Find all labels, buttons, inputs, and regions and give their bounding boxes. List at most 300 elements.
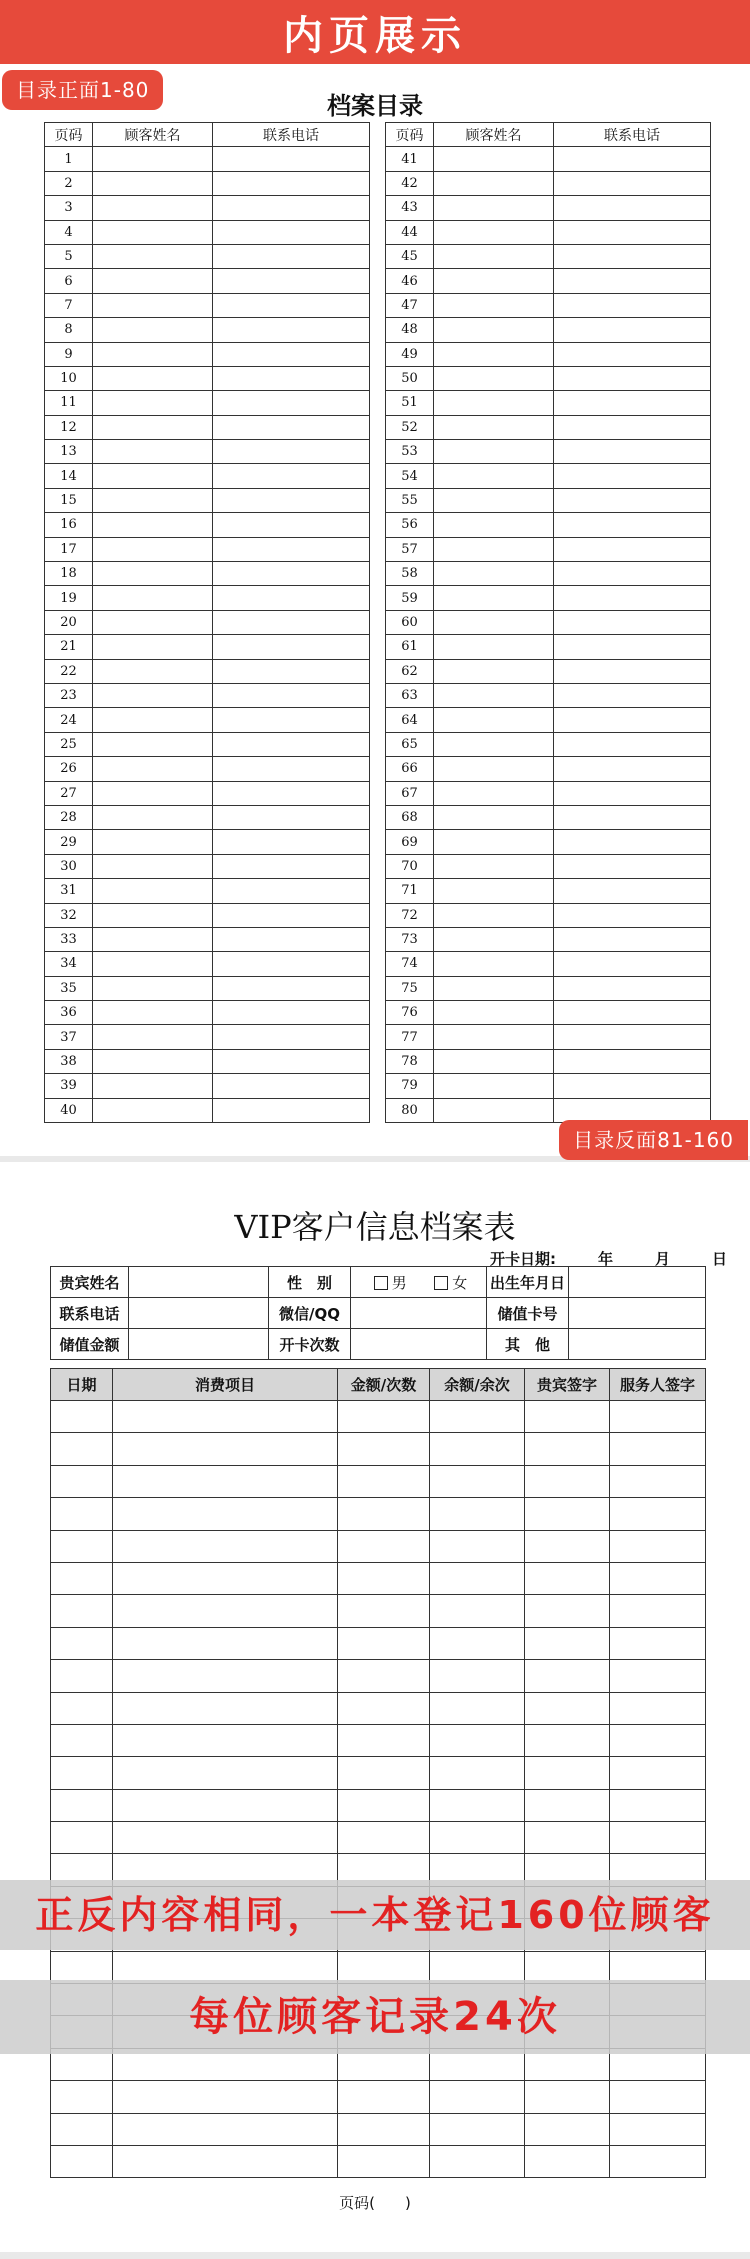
row-phone-cell[interactable] [213, 927, 370, 951]
log-cell[interactable] [525, 1951, 610, 1983]
log-cell[interactable] [610, 1757, 706, 1789]
log-cell[interactable] [525, 1660, 610, 1692]
log-cell[interactable] [525, 2145, 610, 2177]
page-number: 页码( ) [339, 2194, 411, 2212]
log-cell[interactable] [610, 1401, 706, 1433]
log-cell[interactable] [430, 1498, 525, 1530]
log-cell[interactable] [51, 1401, 113, 1433]
row-phone-cell[interactable] [213, 879, 370, 903]
row-phone-cell[interactable] [213, 683, 370, 707]
row-page-number: 5 [45, 244, 93, 268]
row-name-cell[interactable] [434, 976, 554, 1000]
row-phone-cell[interactable] [213, 318, 370, 342]
row-name-cell[interactable] [93, 269, 213, 293]
row-name-cell[interactable] [434, 513, 554, 537]
row-name-cell[interactable] [93, 171, 213, 195]
log-cell[interactable] [51, 1660, 113, 1692]
field-wechat-qq[interactable] [351, 1298, 487, 1329]
row-phone-cell[interactable] [554, 318, 711, 342]
log-cell[interactable] [113, 1789, 338, 1821]
log-cell[interactable] [525, 1401, 610, 1433]
row-phone-cell[interactable] [554, 757, 711, 781]
row-name-cell[interactable] [434, 488, 554, 512]
log-cell[interactable] [338, 1724, 430, 1756]
table-row [45, 391, 370, 415]
log-cell[interactable] [610, 1465, 706, 1497]
row-phone-cell[interactable] [213, 562, 370, 586]
row-name-cell[interactable] [93, 537, 213, 561]
row-name-cell[interactable] [434, 220, 554, 244]
log-cell[interactable] [430, 1465, 525, 1497]
log-cell[interactable] [525, 1822, 610, 1854]
row-name-cell[interactable] [93, 415, 213, 439]
row-name-cell[interactable] [434, 171, 554, 195]
log-cell[interactable] [610, 1789, 706, 1821]
row-phone-cell[interactable] [554, 830, 711, 854]
row-phone-cell[interactable] [554, 171, 711, 195]
row-phone-cell[interactable] [554, 1074, 711, 1098]
log-cell[interactable] [430, 1692, 525, 1724]
row-phone-cell[interactable] [554, 488, 711, 512]
row-name-cell[interactable] [93, 244, 213, 268]
row-phone-cell[interactable] [554, 1001, 711, 1025]
row-phone-cell[interactable] [213, 854, 370, 878]
log-cell[interactable] [338, 1627, 430, 1659]
table-row [386, 830, 711, 854]
row-phone-cell[interactable] [213, 366, 370, 390]
row-phone-cell[interactable] [213, 1074, 370, 1098]
row-name-cell[interactable] [434, 440, 554, 464]
log-cell[interactable] [610, 1433, 706, 1465]
log-cell[interactable] [51, 1530, 113, 1562]
log-cell[interactable] [610, 1660, 706, 1692]
log-cell[interactable] [338, 1822, 430, 1854]
log-cell[interactable] [430, 1530, 525, 1562]
row-phone-cell[interactable] [213, 488, 370, 512]
row-phone-cell[interactable] [213, 220, 370, 244]
row-phone-cell[interactable] [554, 610, 711, 634]
row-name-cell[interactable] [434, 147, 554, 171]
log-cell[interactable] [51, 2145, 113, 2177]
row-phone-cell[interactable] [213, 440, 370, 464]
row-page-number: 3 [45, 196, 93, 220]
log-cell[interactable] [525, 1789, 610, 1821]
row-name-cell[interactable] [93, 220, 213, 244]
log-cell[interactable] [525, 2081, 610, 2113]
row-phone-cell[interactable] [213, 171, 370, 195]
row-name-cell[interactable] [93, 440, 213, 464]
row-name-cell[interactable] [434, 683, 554, 707]
log-cell[interactable] [525, 1562, 610, 1594]
row-name-cell[interactable] [434, 1074, 554, 1098]
log-cell[interactable] [338, 1465, 430, 1497]
row-name-cell[interactable] [434, 342, 554, 366]
row-name-cell[interactable] [93, 147, 213, 171]
log-cell[interactable] [430, 2081, 525, 2113]
row-name-cell[interactable] [93, 342, 213, 366]
log-cell[interactable] [525, 2113, 610, 2145]
row-phone-cell[interactable] [213, 342, 370, 366]
log-cell[interactable] [51, 1595, 113, 1627]
log-cell[interactable] [338, 1530, 430, 1562]
log-cell[interactable] [338, 1401, 430, 1433]
row-page-number: 42 [386, 171, 434, 195]
row-name-cell[interactable] [93, 952, 213, 976]
row-phone-cell[interactable] [554, 196, 711, 220]
row-name-cell[interactable] [93, 196, 213, 220]
field-birth-date[interactable] [569, 1267, 706, 1298]
row-name-cell[interactable] [93, 1049, 213, 1073]
row-page-number: 1 [45, 147, 93, 171]
row-name-cell[interactable] [93, 683, 213, 707]
row-phone-cell[interactable] [554, 708, 711, 732]
row-phone-cell[interactable] [554, 1098, 711, 1122]
log-cell[interactable] [610, 1627, 706, 1659]
open-date-label: 开卡日期: [490, 1250, 556, 1268]
log-cell[interactable] [525, 1433, 610, 1465]
row-phone-cell[interactable] [554, 269, 711, 293]
log-cell[interactable] [51, 1692, 113, 1724]
log-cell[interactable] [525, 1757, 610, 1789]
log-cell[interactable] [113, 2145, 338, 2177]
row-phone-cell[interactable] [213, 464, 370, 488]
row-phone-cell[interactable] [554, 683, 711, 707]
row-phone-cell[interactable] [213, 1049, 370, 1073]
row-phone-cell[interactable] [554, 537, 711, 561]
row-name-cell[interactable] [93, 1098, 213, 1122]
row-phone-cell[interactable] [554, 927, 711, 951]
row-name-cell[interactable] [93, 293, 213, 317]
row-phone-cell[interactable] [554, 635, 711, 659]
row-phone-cell[interactable] [554, 513, 711, 537]
page-banner: 内页展示 [0, 0, 750, 64]
row-phone-cell[interactable] [554, 415, 711, 439]
row-name-cell[interactable] [93, 562, 213, 586]
log-cell[interactable] [338, 1498, 430, 1530]
row-phone-cell[interactable] [213, 781, 370, 805]
log-cell[interactable] [51, 1498, 113, 1530]
row-phone-cell[interactable] [213, 903, 370, 927]
row-phone-cell[interactable] [554, 293, 711, 317]
log-cell[interactable] [610, 1530, 706, 1562]
log-cell[interactable] [430, 1660, 525, 1692]
row-name-cell[interactable] [434, 1001, 554, 1025]
field-guest-name[interactable] [129, 1267, 269, 1298]
log-cell[interactable] [430, 1757, 525, 1789]
row-phone-cell[interactable] [213, 537, 370, 561]
row-name-cell[interactable] [434, 781, 554, 805]
row-name-cell[interactable] [434, 659, 554, 683]
row-name-cell[interactable] [93, 830, 213, 854]
row-name-cell[interactable] [434, 1025, 554, 1049]
log-cell[interactable] [430, 1562, 525, 1594]
log-cell[interactable] [338, 1692, 430, 1724]
row-name-cell[interactable] [93, 1074, 213, 1098]
row-name-cell[interactable] [93, 879, 213, 903]
row-name-cell[interactable] [434, 708, 554, 732]
field-phone[interactable] [129, 1298, 269, 1329]
log-cell[interactable] [338, 1951, 430, 1983]
row-phone-cell[interactable] [554, 366, 711, 390]
log-cell[interactable] [338, 1789, 430, 1821]
row-phone-cell[interactable] [554, 659, 711, 683]
row-phone-cell[interactable] [213, 635, 370, 659]
log-cell[interactable] [430, 1433, 525, 1465]
log-cell[interactable] [113, 1627, 338, 1659]
row-name-cell[interactable] [93, 659, 213, 683]
log-cell[interactable] [51, 1562, 113, 1594]
log-cell[interactable] [430, 1595, 525, 1627]
log-cell[interactable] [113, 2113, 338, 2145]
row-name-cell[interactable] [93, 464, 213, 488]
field-gender[interactable] [351, 1267, 487, 1298]
row-phone-cell[interactable] [213, 196, 370, 220]
row-phone-cell[interactable] [213, 708, 370, 732]
row-phone-cell[interactable] [213, 659, 370, 683]
log-cell[interactable] [51, 1627, 113, 1659]
log-cell[interactable] [430, 2113, 525, 2145]
row-name-cell[interactable] [434, 903, 554, 927]
log-cell[interactable] [338, 1660, 430, 1692]
log-cell[interactable] [113, 1822, 338, 1854]
row-name-cell[interactable] [93, 610, 213, 634]
row-name-cell[interactable] [434, 293, 554, 317]
row-name-cell[interactable] [434, 927, 554, 951]
row-name-cell[interactable] [93, 366, 213, 390]
log-cell[interactable] [610, 1595, 706, 1627]
row-name-cell[interactable] [434, 366, 554, 390]
log-cell[interactable] [338, 1433, 430, 1465]
header-page: 页码 [386, 123, 434, 147]
row-name-cell[interactable] [93, 318, 213, 342]
row-name-cell[interactable] [93, 586, 213, 610]
log-cell[interactable] [338, 1757, 430, 1789]
table-row [386, 781, 711, 805]
row-phone-cell[interactable] [213, 1001, 370, 1025]
row-name-cell[interactable] [93, 513, 213, 537]
log-cell[interactable] [113, 1530, 338, 1562]
log-cell[interactable] [610, 1562, 706, 1594]
table-row [45, 366, 370, 390]
row-phone-cell[interactable] [554, 976, 711, 1000]
row-name-cell[interactable] [93, 805, 213, 829]
row-phone-cell[interactable] [213, 732, 370, 756]
row-page-number: 60 [386, 610, 434, 634]
row-phone-cell[interactable] [554, 391, 711, 415]
row-name-cell[interactable] [93, 1025, 213, 1049]
field-stored-amount[interactable] [129, 1329, 269, 1360]
row-phone-cell[interactable] [554, 854, 711, 878]
log-cell[interactable] [525, 1595, 610, 1627]
log-cell[interactable] [430, 1789, 525, 1821]
row-name-cell[interactable] [434, 244, 554, 268]
row-phone-cell[interactable] [213, 391, 370, 415]
row-phone-cell[interactable] [213, 976, 370, 1000]
row-name-cell[interactable] [434, 635, 554, 659]
row-name-cell[interactable] [434, 879, 554, 903]
female-checkbox[interactable] [434, 1276, 448, 1290]
row-name-cell[interactable] [93, 781, 213, 805]
log-cell[interactable] [51, 1757, 113, 1789]
row-name-cell[interactable] [93, 635, 213, 659]
log-cell[interactable] [430, 1822, 525, 1854]
log-cell[interactable] [113, 1595, 338, 1627]
row-name-cell[interactable] [434, 318, 554, 342]
log-cell[interactable] [525, 1724, 610, 1756]
row-phone-cell[interactable] [213, 952, 370, 976]
row-name-cell[interactable] [93, 1001, 213, 1025]
row-name-cell[interactable] [434, 196, 554, 220]
row-name-cell[interactable] [93, 708, 213, 732]
row-phone-cell[interactable] [554, 586, 711, 610]
row-phone-cell[interactable] [554, 440, 711, 464]
log-cell[interactable] [430, 1951, 525, 1983]
row-phone-cell[interactable] [213, 244, 370, 268]
row-phone-cell[interactable] [213, 1098, 370, 1122]
log-cell[interactable] [430, 1401, 525, 1433]
log-cell[interactable] [610, 1692, 706, 1724]
log-cell[interactable] [51, 1465, 113, 1497]
row-name-cell[interactable] [434, 1098, 554, 1122]
log-cell[interactable] [338, 1562, 430, 1594]
row-name-cell[interactable] [434, 610, 554, 634]
row-phone-cell[interactable] [554, 464, 711, 488]
row-name-cell[interactable] [93, 903, 213, 927]
log-cell[interactable] [430, 1627, 525, 1659]
row-page-number: 18 [45, 562, 93, 586]
log-cell[interactable] [113, 1498, 338, 1530]
row-name-cell[interactable] [93, 976, 213, 1000]
log-cell[interactable] [113, 1401, 338, 1433]
log-cell[interactable] [430, 1724, 525, 1756]
log-cell[interactable] [113, 1562, 338, 1594]
row-name-cell[interactable] [434, 562, 554, 586]
row-name-cell[interactable] [93, 757, 213, 781]
row-name-cell[interactable] [434, 537, 554, 561]
row-name-cell[interactable] [434, 415, 554, 439]
row-phone-cell[interactable] [554, 342, 711, 366]
row-name-cell[interactable] [434, 391, 554, 415]
field-other[interactable] [569, 1329, 706, 1360]
log-cell[interactable] [610, 1724, 706, 1756]
log-row [51, 1660, 706, 1692]
log-row [51, 1951, 706, 1983]
row-phone-cell[interactable] [554, 220, 711, 244]
row-phone-cell[interactable] [213, 269, 370, 293]
row-name-cell[interactable] [434, 757, 554, 781]
log-cell[interactable] [338, 2113, 430, 2145]
log-cell[interactable] [525, 1627, 610, 1659]
row-name-cell[interactable] [434, 732, 554, 756]
log-cell[interactable] [51, 1951, 113, 1983]
label-other: 其 他 [487, 1329, 569, 1360]
row-name-cell[interactable] [434, 854, 554, 878]
row-phone-cell[interactable] [213, 415, 370, 439]
row-phone-cell[interactable] [554, 1049, 711, 1073]
log-cell[interactable] [525, 1465, 610, 1497]
row-name-cell[interactable] [93, 391, 213, 415]
log-cell[interactable] [51, 1433, 113, 1465]
row-phone-cell[interactable] [554, 562, 711, 586]
log-cell[interactable] [113, 2081, 338, 2113]
row-name-cell[interactable] [434, 464, 554, 488]
log-cell[interactable] [51, 1789, 113, 1821]
row-phone-cell[interactable] [213, 293, 370, 317]
row-phone-cell[interactable] [554, 781, 711, 805]
log-cell[interactable] [610, 1822, 706, 1854]
row-page-number: 12 [45, 415, 93, 439]
log-cell[interactable] [51, 2113, 113, 2145]
log-cell[interactable] [51, 1822, 113, 1854]
log-cell[interactable] [338, 1595, 430, 1627]
row-phone-cell[interactable] [554, 147, 711, 171]
row-name-cell[interactable] [434, 1049, 554, 1073]
log-cell[interactable] [113, 1692, 338, 1724]
log-cell[interactable] [610, 2081, 706, 2113]
row-name-cell[interactable] [93, 927, 213, 951]
row-phone-cell[interactable] [213, 805, 370, 829]
log-cell[interactable] [430, 2145, 525, 2177]
log-cell[interactable] [113, 1465, 338, 1497]
row-phone-cell[interactable] [213, 757, 370, 781]
row-phone-cell[interactable] [213, 830, 370, 854]
field-card-count[interactable] [351, 1329, 487, 1360]
row-phone-cell[interactable] [213, 147, 370, 171]
row-phone-cell[interactable] [554, 732, 711, 756]
row-name-cell[interactable] [434, 952, 554, 976]
log-row [51, 1757, 706, 1789]
row-name-cell[interactable] [93, 854, 213, 878]
row-name-cell[interactable] [93, 732, 213, 756]
row-phone-cell[interactable] [554, 879, 711, 903]
log-cell[interactable] [113, 1757, 338, 1789]
field-stored-card[interactable] [569, 1298, 706, 1329]
log-cell[interactable] [113, 1951, 338, 1983]
log-row [51, 1822, 706, 1854]
log-cell[interactable] [51, 2081, 113, 2113]
log-cell[interactable] [610, 2145, 706, 2177]
row-page-number: 17 [45, 537, 93, 561]
row-phone-cell[interactable] [554, 952, 711, 976]
row-phone-cell[interactable] [554, 903, 711, 927]
log-cell[interactable] [525, 1498, 610, 1530]
row-phone-cell[interactable] [213, 1025, 370, 1049]
log-cell[interactable] [113, 1660, 338, 1692]
log-cell[interactable] [113, 1724, 338, 1756]
row-phone-cell[interactable] [213, 513, 370, 537]
row-phone-cell[interactable] [554, 805, 711, 829]
log-cell[interactable] [610, 2113, 706, 2145]
row-name-cell[interactable] [93, 488, 213, 512]
log-cell[interactable] [338, 2081, 430, 2113]
row-name-cell[interactable] [434, 830, 554, 854]
log-cell[interactable] [610, 1951, 706, 1983]
log-cell[interactable] [113, 1433, 338, 1465]
log-cell[interactable] [51, 1724, 113, 1756]
row-phone-cell[interactable] [213, 586, 370, 610]
row-phone-cell[interactable] [213, 610, 370, 634]
row-name-cell[interactable] [434, 586, 554, 610]
row-name-cell[interactable] [434, 805, 554, 829]
male-checkbox[interactable] [374, 1276, 388, 1290]
log-cell[interactable] [338, 2145, 430, 2177]
log-cell[interactable] [525, 1692, 610, 1724]
row-phone-cell[interactable] [554, 1025, 711, 1049]
row-phone-cell[interactable] [554, 244, 711, 268]
log-cell[interactable] [610, 1498, 706, 1530]
row-name-cell[interactable] [434, 269, 554, 293]
log-cell[interactable] [525, 1530, 610, 1562]
